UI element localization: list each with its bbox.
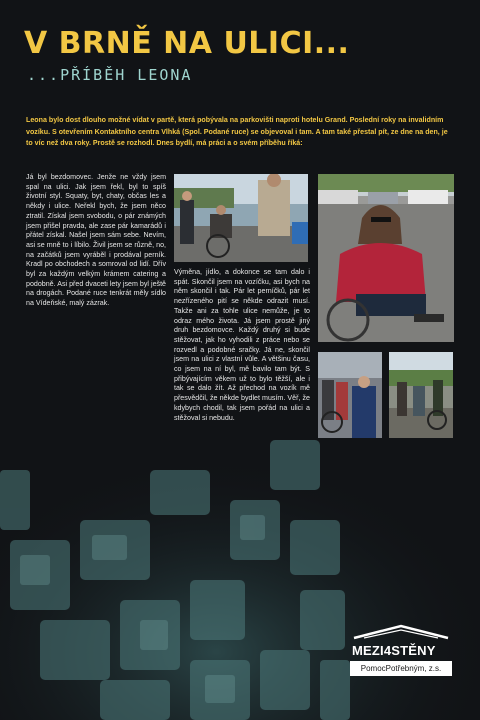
- house-roof-icon: [350, 624, 452, 640]
- page-subtitle: ...PŘÍBĚH LEONA: [27, 66, 193, 84]
- photo-man-in-wheelchair: [318, 174, 454, 342]
- photo-group-with-wheelchair: [174, 174, 308, 262]
- story-column-1: Já byl bezdomovec. Jenže ne vždy jsem spal na ulici. Jak jsem řekl, byl to spíš životní styl. Squaty, byt, chaty, občas les a někdy i ulice. Neřekl bych, že jsem něco ztratil. Získal jsem svobodu, o pár známých jsem přišel pravda, ale zase pár kamarádů i přátel získal. Našel jsem sám sebe. Nevím, asi se mně to i líbilo. Živil jsem se různě, no, na začátků jsem vyráběl i prodával perník. Kradl po obchodech a somroval od lidí. Dřív byl za každým velkým krámem catering a podobně. Asi před dvaceti lety jsem byl ještě na drogách. Podané ruce tenkrát měly sídlo na Vídeňské, malý zázrak.: [26, 173, 166, 308]
- story-column-2: Výměna, jídlo, a dokonce se tam dalo i spát. Skončil jsem na vozíčku, asi bych na něm skončil i tak. Pár let perníčků, pár let nezřízeného pití se někde odrazit musí. Takže ani za tohle ulice nemůže, je to odraz mého života. Já jsem prostě jiný druh bezdomovce. Každý druhý si bude stěžovat, jak ho vyhodili z práce nebo se rozvedl a podobné sračky. Já ne, skončil jsem na ulici z vlastní vůle. A většinu času, co jsem na ní byl, mě bavilo tam být. S přibývajícím věkem už to bylo těžší, ale i tak se dalo žít. Až přechod na vozík mě přesvědčil, že někde bydlet musím. Věř, že kdybych chodil, tak jsem pořád na ulici a stěžoval si nebudu.: [174, 268, 310, 422]
- photo-crowd-with-wheelchair: [318, 352, 382, 438]
- logo-name: MEZI4STĚNY: [352, 643, 436, 658]
- photo-street-outdoors: [389, 352, 453, 438]
- logo-tagline: PomocPotřebným, z.s.: [350, 661, 452, 676]
- page-title: V BRNĚ NA ULICI...: [24, 26, 350, 61]
- organization-logo: [350, 624, 452, 682]
- intro-paragraph: Leona bylo dost dlouho možné vídat v partě, která pobývala na parkovišti naproti hotelu Grand. Poslední roky na invalidním vozíku. S otevřením Kontaktního centra Vlhká (Spol. Podané ruce) se objevoval i tam. A tam také přestal pít, ze dne na den, je to víc než dva roky. Prostě se rozhodl. Dnes bydlí, má práci a o svém příběhu říká:: [26, 116, 448, 148]
